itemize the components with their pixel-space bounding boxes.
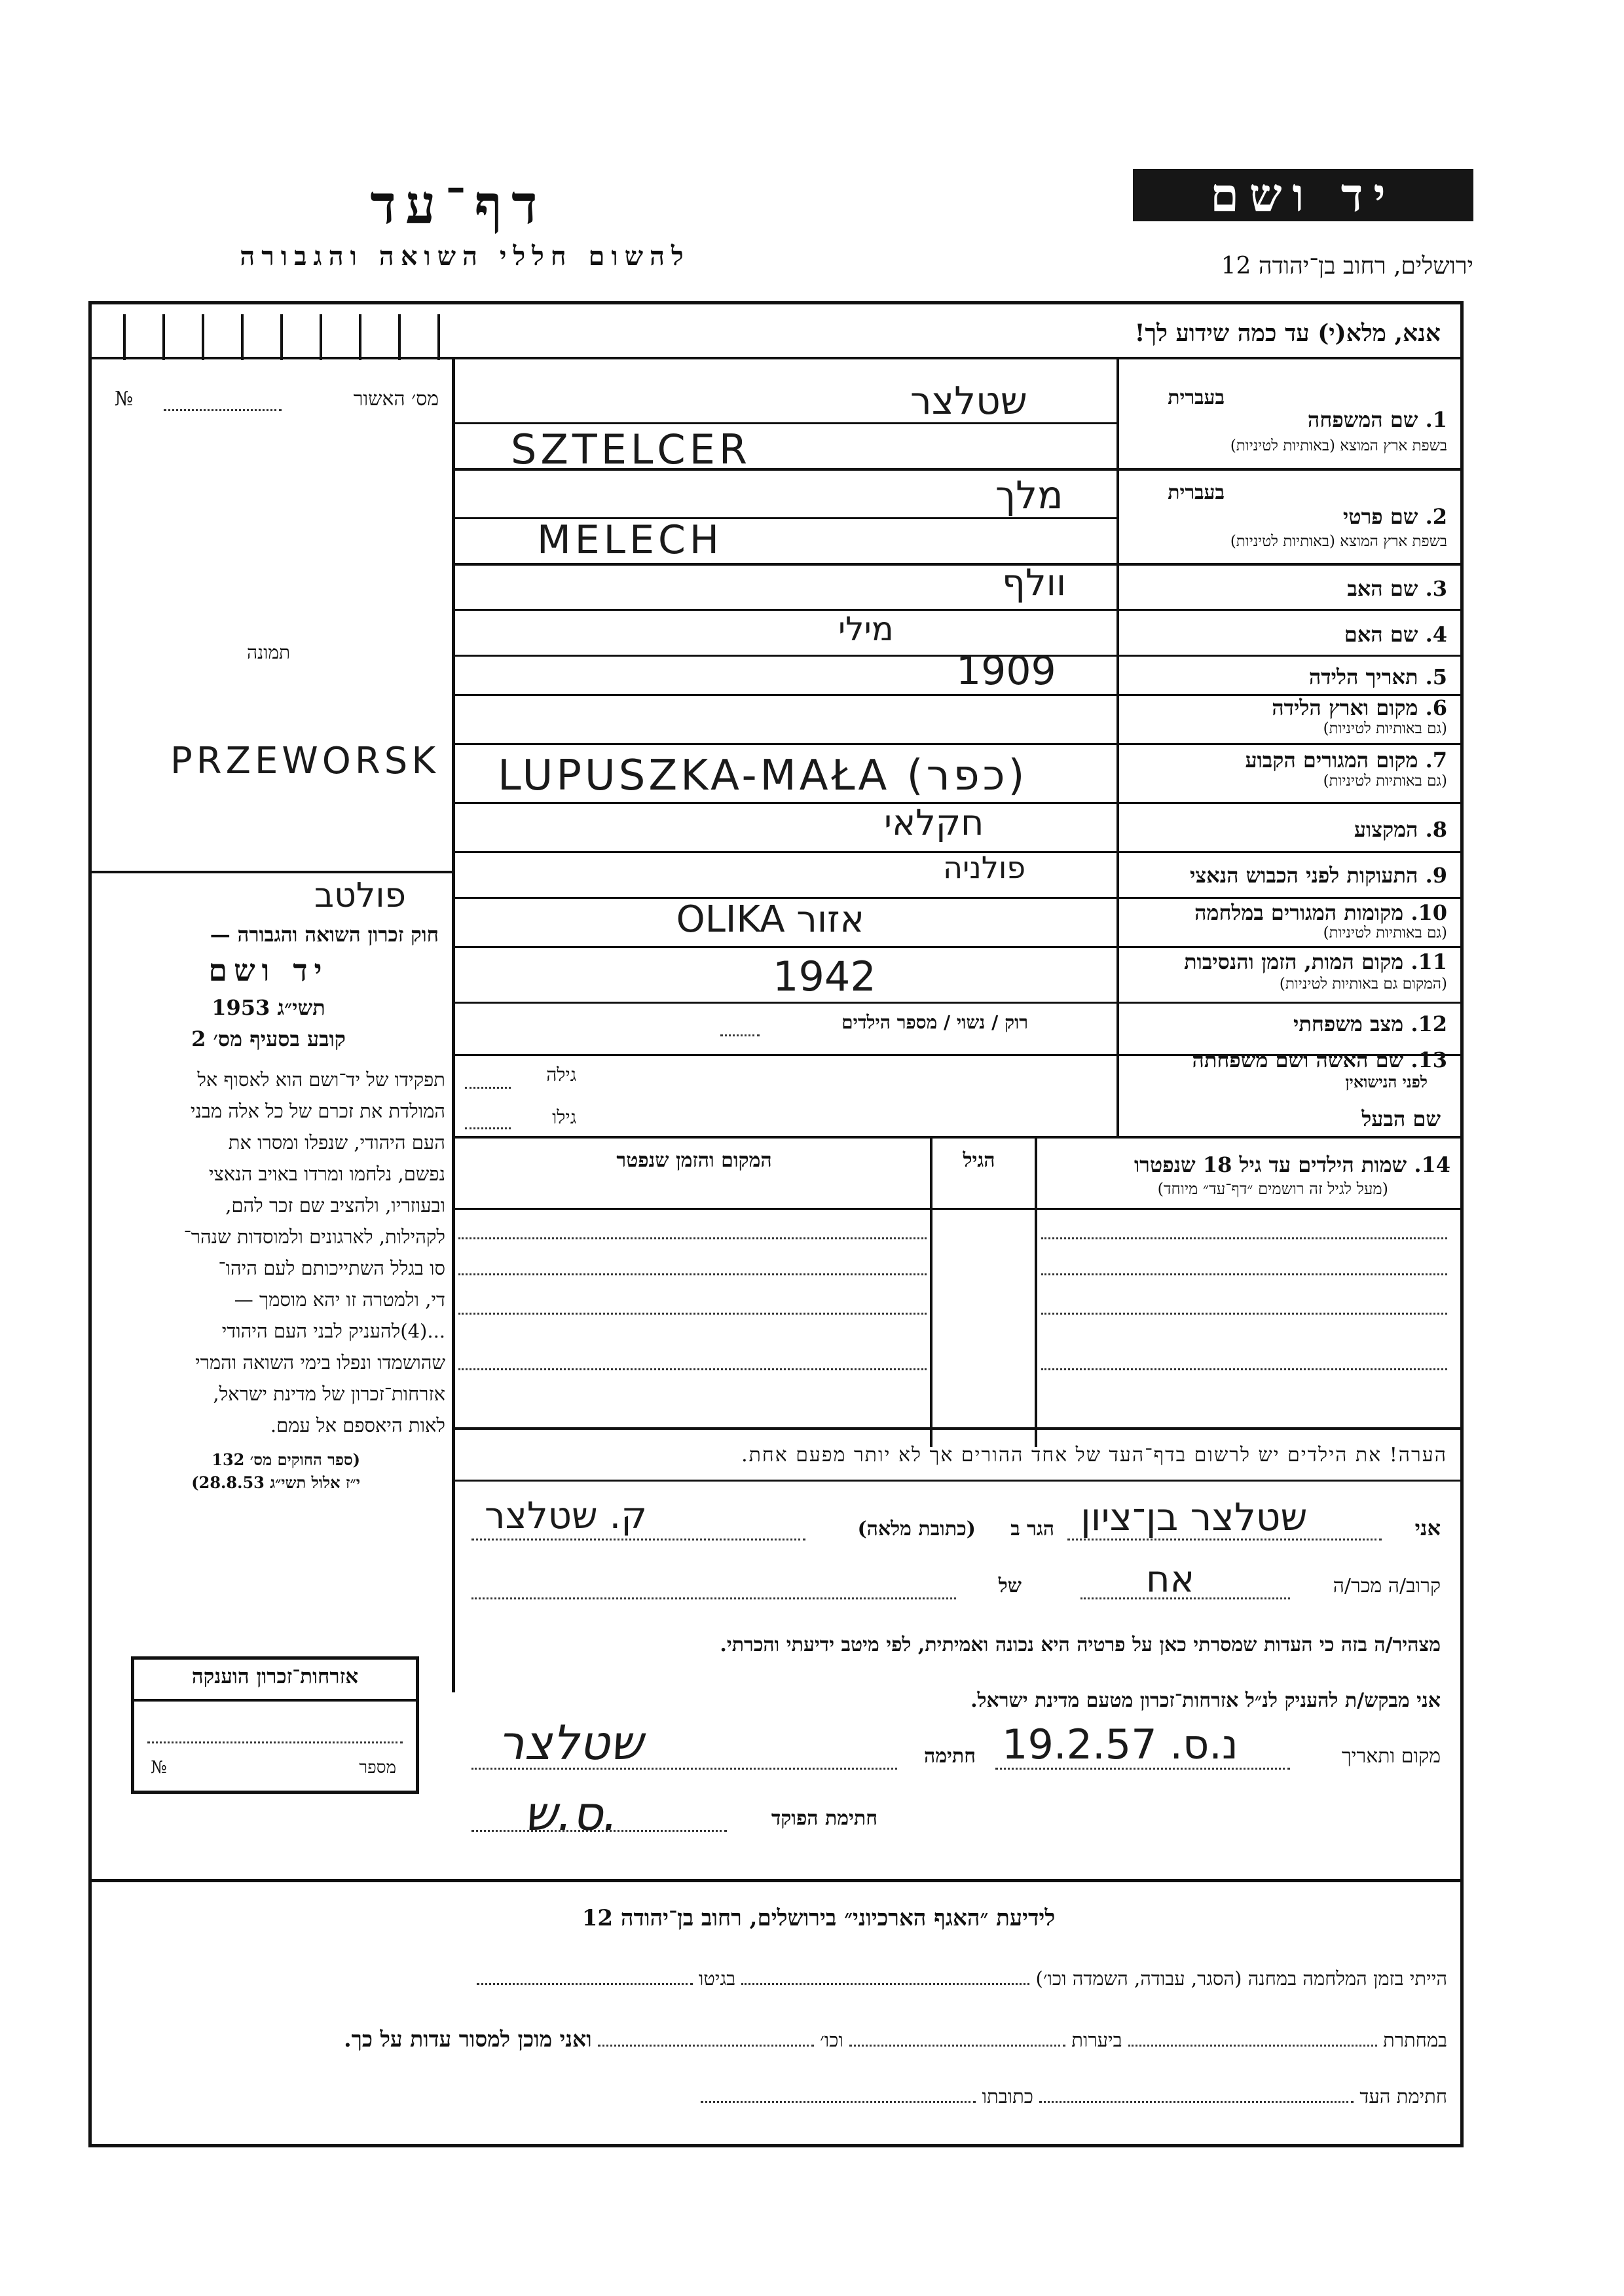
tick-row: [98, 308, 452, 360]
wartime-margin-note: פולטב: [314, 876, 406, 915]
field-10-label: 10. מקומות המגורים במלחמה: [1194, 900, 1447, 925]
declarant-of-label: של: [998, 1575, 1022, 1597]
field-8-label: 8. המקצוע: [1354, 817, 1447, 842]
field-7-label: 7. מקום המגורים הקבוע: [1245, 748, 1447, 773]
field-6-sublabel: (גם באותיות לטיניות): [1323, 720, 1447, 737]
intro-text: אנא, מלא(י) עד כמה שידוע לך!: [1134, 319, 1441, 347]
birth-place-value: PRZEWORSK: [170, 740, 440, 782]
footer-line-2: במחתרת ביערות וכו׳ ואני מוכן למסור עדות על כך.: [344, 2026, 1447, 2052]
place-date-label: מקום ותאריך: [1341, 1745, 1441, 1768]
wartime-residence-value: אזור OLIKA: [676, 898, 864, 941]
law-source-date: י״ז אלול תשי״ג 28.8.53): [191, 1473, 360, 1492]
officer-signature: ס.ש.: [524, 1786, 618, 1841]
citizenship-number-label: מספר: [359, 1758, 396, 1777]
declarant-name-value: שטלצר בן־ציון: [1080, 1495, 1308, 1539]
footer-heading: לידיעת ״האגף הארכיוני״ בירושלים, רחוב בן־יהודה 12: [581, 1905, 1056, 1931]
death-date-value: 1942: [773, 953, 876, 1000]
document-subtitle: להשום חללי השואה והגבורה: [240, 241, 690, 272]
husband-age-label: גילו: [552, 1106, 576, 1128]
field-1-sublabel: בשפת ארץ המוצא (באותיות לטיניות): [1230, 437, 1447, 454]
signature-label: חתימה: [924, 1745, 976, 1768]
surname-hebrew-value: שטלצר: [910, 378, 1027, 423]
children-place-column-header: המקום והזמן שנפטר: [616, 1149, 772, 1172]
declarant-i-label: אני: [1414, 1516, 1441, 1540]
field-6-label: 6. מקום וארץ הלידה: [1272, 695, 1447, 720]
declarant-address-value: ק. שטלצר: [485, 1495, 647, 1537]
husband-name-label: שם הבעל: [1361, 1106, 1441, 1131]
field-5-label: 5. תאריך הלידה: [1308, 665, 1447, 689]
photo-label: תמונה: [246, 642, 291, 663]
declarant-relative-label: קרוב/ה מכר/ה: [1333, 1575, 1441, 1597]
citizenship-number-sign: №: [151, 1758, 167, 1777]
wife-age-label: גילה: [546, 1064, 576, 1085]
field-12-label: 12. מצב משפחתי: [1293, 1011, 1447, 1036]
field-3-label: 3. שם האב: [1347, 576, 1447, 601]
law-clause: קובע בסעיף מס׳ 2: [191, 1027, 346, 1051]
law-source: (ספר החוקים מס׳ 132: [212, 1450, 360, 1469]
children-age-column-header: הגיל: [963, 1149, 995, 1172]
declarant-lives-label: הגר ב: [1010, 1518, 1054, 1540]
officer-signature-label: חתימת הפוקד: [771, 1807, 877, 1830]
field-1-label: 1. שם המשפחה: [1307, 407, 1447, 432]
law-name: יד ושם: [208, 953, 329, 988]
field-7-sublabel: (גם באותיות לטיניות): [1323, 773, 1447, 790]
first-name-latin-value: MELECH: [537, 517, 724, 563]
law-year: תשי״ג 1953: [212, 995, 325, 1020]
field-13-label: 13. שם האשה ושם משפחתה: [1192, 1048, 1447, 1072]
birth-date-value: 1909: [956, 648, 1056, 694]
declarant-relative-value: אח: [1146, 1558, 1195, 1601]
field-9-label: 9. התעוקות לפני הכבוש הנאצי: [1189, 863, 1447, 888]
approval-number-sign: №: [115, 388, 134, 410]
field-2-sublabel: בשפת ארץ המוצא (באותיות לטיניות): [1230, 533, 1447, 550]
footer-line-3: חתימת העד כתובתו: [393, 2085, 1447, 2108]
field-11-sublabel: (המקום גם באותיות לטיניות): [1279, 975, 1447, 993]
residence-value: LUPUSZKA-MAŁA (כפר): [498, 752, 1028, 800]
mother-name-value: מילי: [838, 610, 894, 648]
law-body: תפקידו של יד־ושם הוא לאסוף אל המולדת את זכרם של כל אלה מבני העם היהודי, שנפלו ומסרו את נפשם, נלחמו ומרדו באויב הנאצי ובעוזריו, ולהציב שם זכר להם, לקהילות, לארגונים ולמוסדות שנהר־ סו בגלל השתייכותם לעם היהו־ די, ולמטרה זו יהא מוסמך — ...(4)להעניק לבני העם היהודי שהושמדו ונפלו בימי השואה והמרי אזרחות־זכרון של מדינת ישראל, לאות היאספם אל עמם.: [183, 1068, 445, 1436]
field-13-sublabel: לפני הנישואין: [1345, 1072, 1428, 1091]
header-address: ירושלים, רחוב בן־יהודה 12: [1221, 253, 1473, 280]
field-11-label: 11. מקום המות, הזמן והנסיבות: [1184, 949, 1447, 974]
law-heading: חוק זכרון השואה והגבורה —: [210, 923, 439, 947]
declaration-text: מצהיר/ה בזה כי העדות שמסרתי כאן על פרטיה היא נכונה ואמיתית, לפי מיטב ידיעתי והכרתי.: [720, 1633, 1441, 1656]
occupation-value: חקלאי: [884, 802, 984, 843]
request-text: אני מבקש/ת להעניק לנ״ל אזרחות־זכרון מטעם מדינת ישראל.: [970, 1689, 1441, 1712]
declarant-address-label: (כתובת מלאה): [857, 1518, 976, 1540]
marital-status-options: רוק / נשוי / מספר הילדים: [841, 1011, 1028, 1033]
surname-latin-value: SZTELCER: [511, 426, 751, 473]
first-name-hebrew-value: מלך: [995, 473, 1063, 517]
field-2-label: 2. שם פרטי: [1342, 504, 1447, 529]
field-4-label: 4. שם האם: [1344, 622, 1447, 647]
declarant-signature: שטלצר: [498, 1715, 643, 1770]
field-2-hebrew-tag: בעברית: [1168, 481, 1225, 504]
field-1-hebrew-tag: בעברית: [1168, 386, 1225, 409]
field-14-sublabel: (מעל לגיל זה רושמים ״דף־עד״ מיוחד): [1157, 1180, 1388, 1198]
children-note: הערה! את הילדים יש לרשום בדף־העד של אחד ההורים אך לא יותר מפעם אחת.: [741, 1444, 1447, 1467]
place-date-value: נ.ס. 19.2.57: [1002, 1721, 1238, 1768]
footer-line-1: הייתי בזמן המלחמה במחנה (הסגר, עבודה, השמדה וכו׳) בגיטו: [92, 1967, 1447, 1990]
father-name-value: וולף: [1002, 562, 1067, 604]
field-10-sublabel: (גם באותיות לטיניות): [1323, 924, 1447, 941]
yad-vashem-logo: יד ושם: [1133, 169, 1473, 221]
citizenship-box-title: אזרחות־זכרון הוענקה: [191, 1665, 359, 1688]
document-title: דף־עד: [370, 173, 547, 236]
approval-number-label: מס׳ האשור: [353, 388, 439, 410]
citizenship-box: [131, 1656, 419, 1794]
field-14-label: 14. שמות הילדים עד גיל 18 שנפטרו: [1134, 1152, 1450, 1177]
residence-before-occupation-value: פולניה: [943, 850, 1026, 885]
